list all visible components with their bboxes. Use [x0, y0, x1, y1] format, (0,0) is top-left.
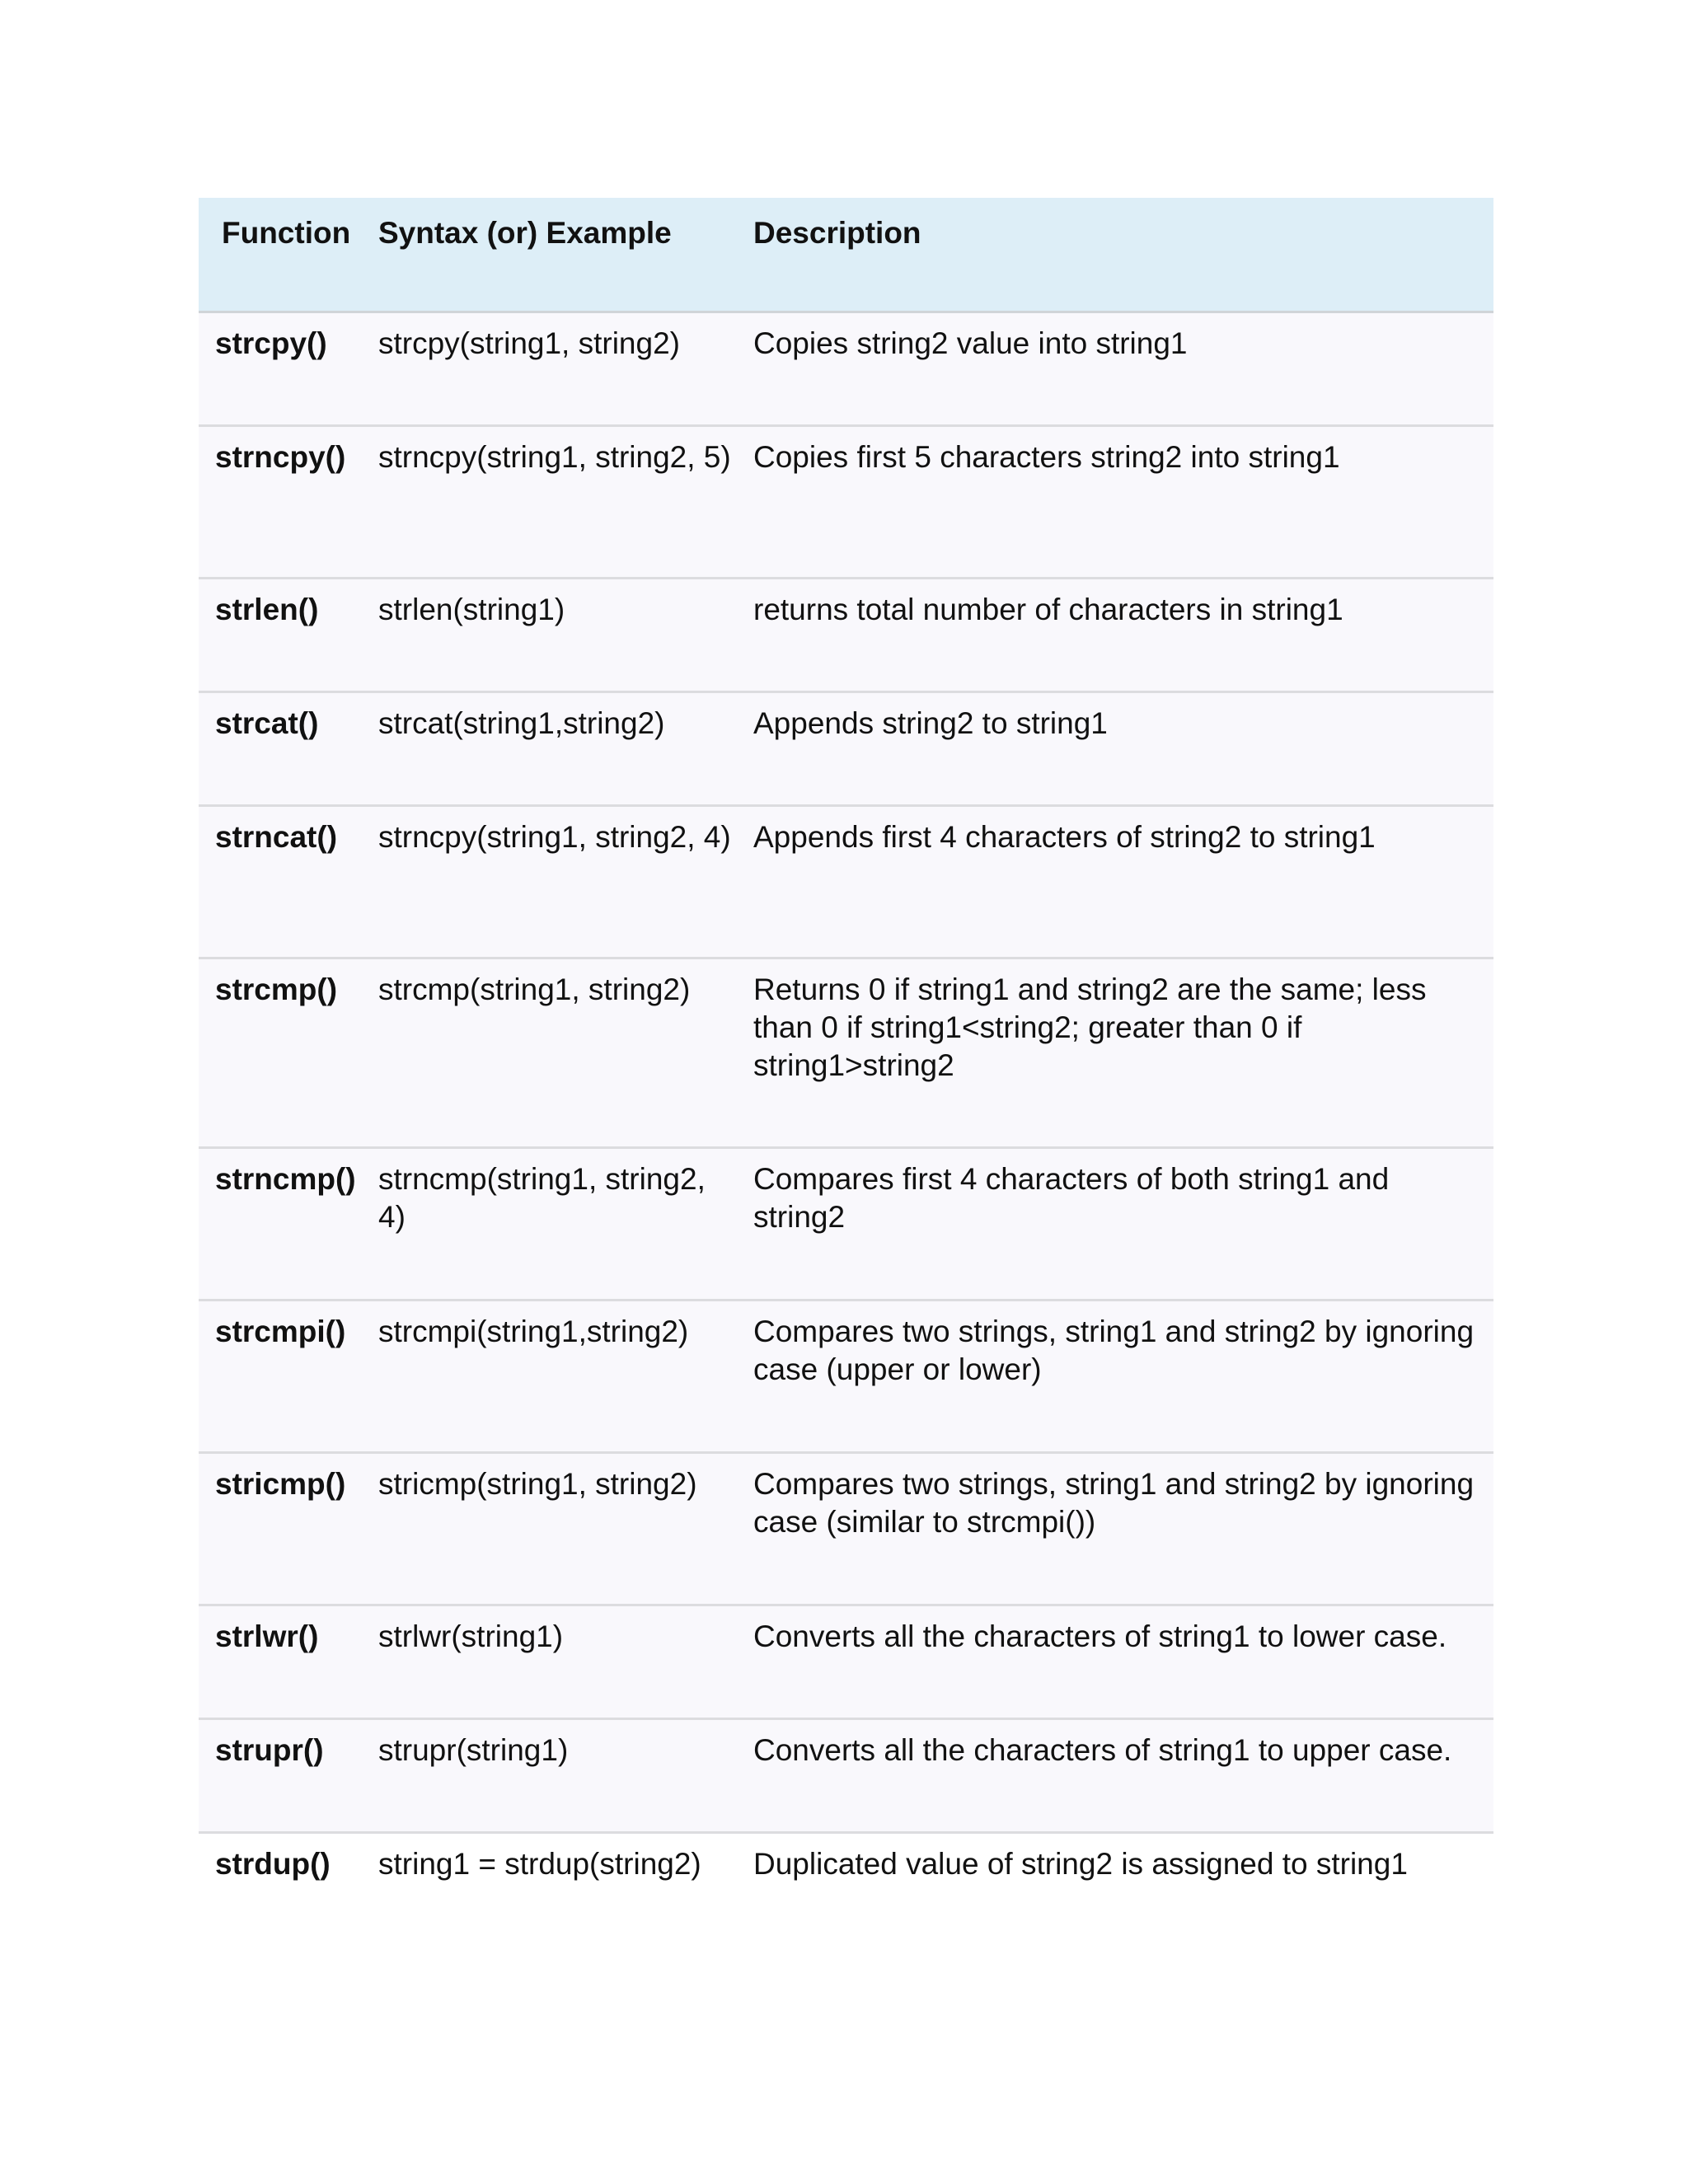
description-cell: Appends first 4 characters of string2 to string1	[753, 819, 1376, 854]
table-row	[199, 312, 1493, 425]
syntax-cell: strlwr(string1)	[378, 1619, 564, 1653]
function-name-cell: strncat()	[215, 819, 338, 854]
table-row	[199, 1147, 1493, 1300]
description-cell: Compares two strings, string1 and string2 by ignoring case (upper or lower)	[753, 1314, 1475, 1386]
function-name-cell: strlwr()	[215, 1619, 319, 1653]
syntax-cell: strncpy(string1, string2, 5)	[378, 439, 731, 474]
table-header	[199, 198, 1493, 312]
syntax-cell: strcpy(string1, string2)	[378, 326, 680, 360]
function-name-cell: strcmpi()	[215, 1314, 346, 1348]
syntax-cell: strncmp(string1, string2, 4)	[378, 1161, 706, 1234]
table-row	[199, 958, 1493, 1147]
function-name-cell: strncmp()	[215, 1161, 356, 1196]
column-header-function: Function	[199, 198, 370, 312]
syntax-cell: strcmp(string1, string2)	[378, 972, 691, 1006]
table-row	[199, 1452, 1493, 1605]
syntax-cell: stricmp(string1, string2)	[378, 1466, 697, 1501]
description-cell: Appends string2 to string1	[753, 705, 1108, 740]
table-row	[199, 805, 1493, 958]
syntax-cell: strupr(string1)	[378, 1732, 569, 1767]
function-name-cell: strcpy()	[215, 326, 327, 360]
table-row	[199, 1605, 1493, 1718]
table-row	[199, 425, 1493, 578]
description-cell: Compares first 4 characters of both string1 and string2	[753, 1161, 1390, 1234]
string-functions-table	[199, 198, 1493, 1931]
description-cell: Copies string2 value into string1	[753, 326, 1188, 360]
syntax-cell: strncpy(string1, string2, 4)	[378, 819, 731, 854]
function-name-cell: strupr()	[215, 1732, 324, 1767]
table-row	[199, 1718, 1493, 1832]
description-cell: Converts all the characters of string1 to lower case.	[753, 1619, 1447, 1653]
table-row	[199, 691, 1493, 805]
table-header-row	[199, 198, 1493, 312]
function-name-cell: stricmp()	[215, 1466, 346, 1501]
function-name-cell: strncpy()	[215, 439, 346, 474]
table-row	[199, 1832, 1493, 1931]
syntax-cell: strcat(string1,string2)	[378, 705, 665, 740]
table-body	[199, 312, 1493, 1931]
syntax-cell: string1 = strdup(string2)	[378, 1846, 701, 1881]
syntax-cell: strlen(string1)	[378, 592, 565, 626]
string-functions-table-container	[199, 198, 1493, 1931]
table-row	[199, 1300, 1493, 1452]
description-cell: Returns 0 if string1 and string2 are the same; less than 0 if string1<string2; greater than 0 if string1>string2	[753, 972, 1427, 1082]
column-header-description: Description	[745, 198, 1493, 312]
table-row	[199, 578, 1493, 691]
column-header-syntax: Syntax (or) Example	[370, 198, 745, 312]
function-name-cell: strlen()	[215, 592, 319, 626]
function-name-cell: strcat()	[215, 705, 319, 740]
syntax-cell: strcmpi(string1,string2)	[378, 1314, 689, 1348]
description-cell: Compares two strings, string1 and string2 by ignoring case (similar to strcmpi())	[753, 1466, 1475, 1539]
description-cell: Duplicated value of string2 is assigned to string1	[753, 1846, 1408, 1881]
function-name-cell: strcmp()	[215, 972, 338, 1006]
description-cell: Copies first 5 characters string2 into string1	[753, 439, 1340, 474]
function-name-cell: strdup()	[215, 1846, 331, 1881]
description-cell: returns total number of characters in string1	[753, 592, 1343, 626]
description-cell: Converts all the characters of string1 to upper case.	[753, 1732, 1452, 1767]
